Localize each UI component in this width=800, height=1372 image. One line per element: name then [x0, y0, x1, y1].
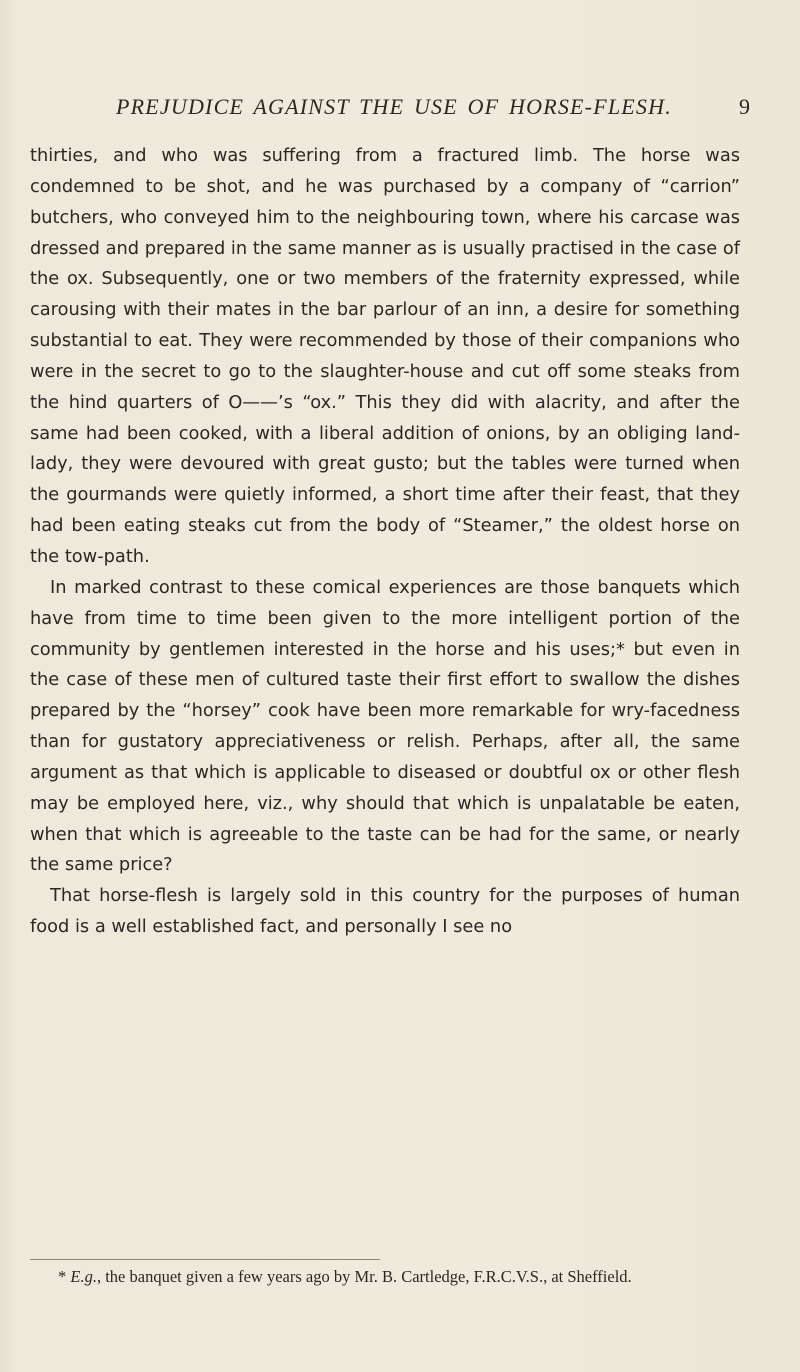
paragraph: That horse-flesh is largely sold in this country for the purposes of human food is a well established fact, and personally I see no [30, 885, 740, 938]
footnote-rule [30, 1259, 380, 1260]
paragraph: In marked contrast to these comical experiences are those banquets which have from time to time been given to the more intelligent portion of the community by gentlemen interested in the horse and his uses;* but even in the case of these men of cultured taste their first effort to swallow the dishes prepared by the “horsey” cook have been more remarkable for wry-facedness than for gustatory appreciativeness or relish. Perhaps, after all, the same argument as that which is applicable to diseased or doubtful ox or other flesh may be employed here, viz., why should that which is unpalatable be eaten, when that which is agreeable to the taste can be had for the same, or nearly the same price? [30, 576, 740, 876]
paragraph: thirties, and who was suffering from a fractured limb. The horse was condemned to be shot, and he was purchased by a company of “carrion” butchers, who conveyed him to the neighbouring town, where his carcase was dressed and prepared in the same manner as is usually practised in the case of the ox. Subsequently, one or two members of the fraternity expressed, while carousing with their mates in the bar parlour of an inn, a desire for something substantial to eat. They were recommended by those of their companions who were in the secret to go to the slaughter-house and cut off some steaks from the hind quarters of O——’s “ox.” This they did with alacrity, and after the same had been cooked, with a liberal addition of onions, by an obliging land-lady, they were devoured with great gusto; but the tables were turned when the gourmands were quietly informed, a short time after their feast, that they had been eating steaks cut from the body of “Steamer,” the oldest horse on the tow-path. [30, 145, 740, 567]
body-text [30, 141, 740, 943]
footnote-text: , the banquet given a few years ago by Mr. B. Cartledge, F.R.C.V.S., at Sheffield. [96, 1267, 632, 1286]
page-number: 9 [739, 94, 750, 119]
running-title: PREJUDICE AGAINST THE USE OF HORSE-FLESH. [116, 94, 672, 119]
footnote-marker: * [58, 1267, 67, 1286]
page-header [60, 94, 750, 124]
footnote-abbrev: E.g. [70, 1267, 97, 1286]
footnote [30, 1267, 740, 1287]
